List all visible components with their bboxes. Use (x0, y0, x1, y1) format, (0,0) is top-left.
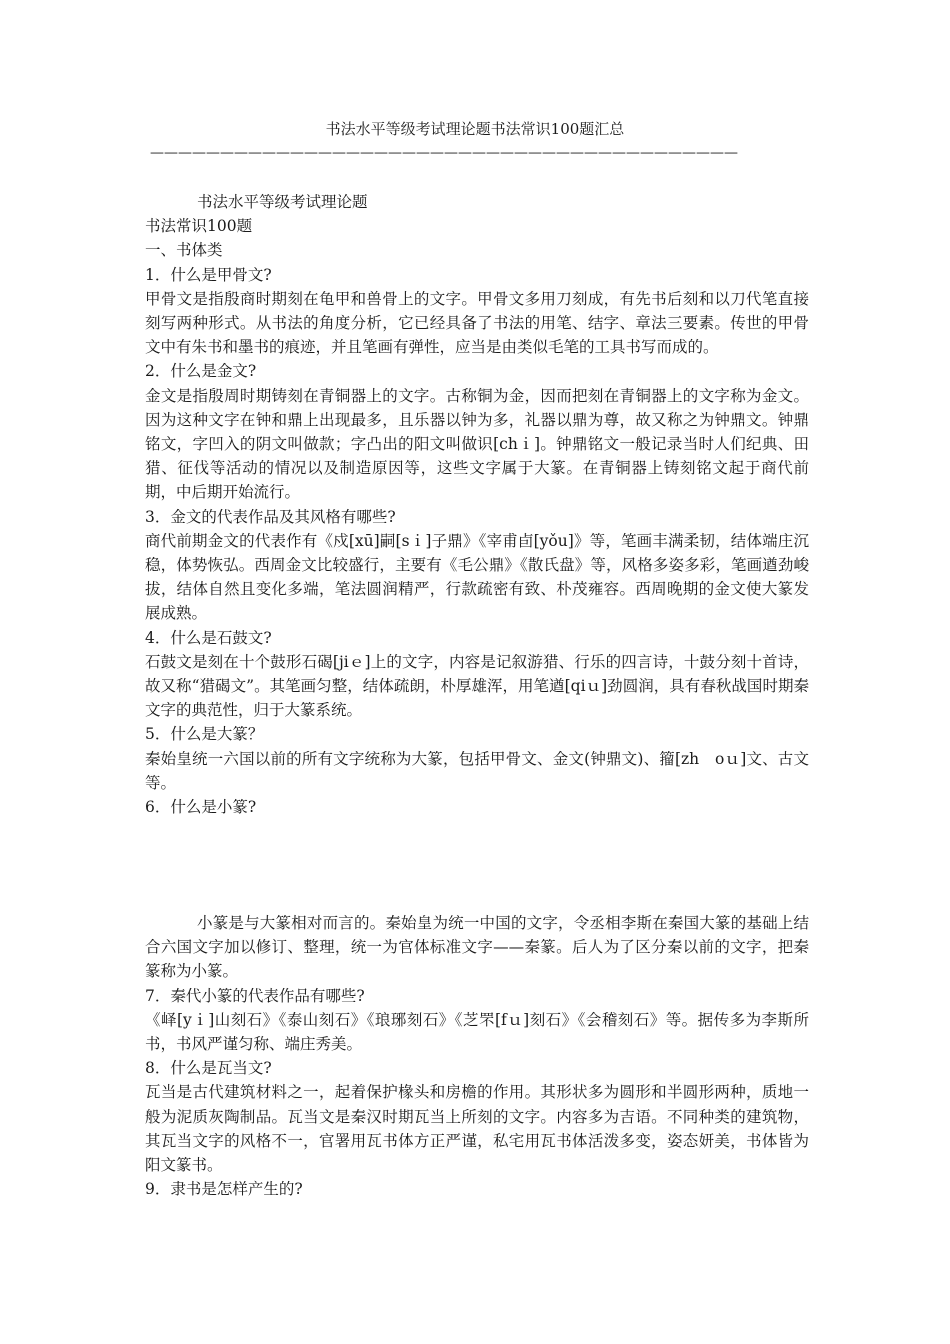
content-block-2 (145, 911, 809, 1201)
answer-6: 小篆是与大篆相对而言的。秦始皇为统一中国的文字，令丞相李斯在秦国大篆的基础上结合六国文字加以修订、整理，统一为官体标准文字——秦篆。后人为了区分秦以前的文字，把秦篆称为小篆。 (145, 914, 809, 981)
answer-3: 商代前期金文的代表作有《戍[xū]嗣[sｉ]子鼎》《宰甫卣[yǒu]》等，笔画丰满柔韧，结体端庄沉稳，体势恢弘。西周金文比较盛行，主要有《毛公鼎》《散氏盘》等，风格多姿多彩，笔画遒劲峻拔，结体自然且变化多端，笔法圆润精严，行款疏密有致、朴茂雍容。西周晚期的金文使大篆发展成熟。 (145, 531, 809, 623)
question-2: 2．什么是金文? (145, 362, 257, 381)
section-subtitle: 书法水平等级考试理论题 (197, 193, 368, 211)
question-6: 6．什么是小篆? (145, 798, 257, 817)
question-3: 3．金文的代表作品及其风格有哪些? (145, 507, 396, 526)
category-heading: 一、书体类 (145, 241, 223, 260)
document-title: 书法水平等级考试理论题书法常识100题汇总 (325, 120, 625, 138)
question-8: 8．什么是瓦当文? (145, 1059, 272, 1078)
question-9: 9．隶书是怎样产生的? (145, 1180, 303, 1199)
answer-4: 石鼓文是刻在十个鼓形石碣[jiｅ]上的文字，内容是记叙游猎、行乐的四言诗，十鼓分刻十首诗，故又称“猎碣文”。其笔画匀整，结体疏朗，朴厚雄浑，用笔遒[qiｕ]劲圆润，具有春秋战国时期秦文字的典范性，归于大篆系统。 (145, 652, 809, 720)
answer-2: 金文是指殷周时期铸刻在青铜器上的文字。古称铜为金，因而把刻在青铜器上的文字称为金文。因为这种文字在钟和鼎上出现最多，且乐器以钟为多，礼器以鼎为尊，故又称之为钟鼎文。钟鼎铭文，字凹入的阴文叫做款；字凸出的阳文叫做识[chｉ]。钟鼎铭文一般记录当时人们纪典、田猎、征伐等活动的情况以及制造原因等，这些文字属于大篆。在青铜器上铸刻铭文起于商代前期，中后期开始流行。 (145, 386, 809, 502)
content-block-1 (145, 190, 809, 819)
answer-7: 《峄[yｉ]山刻石》《泰山刻石》《琅琊刻石》《芝罘[fｕ]刻石》《会稽刻石》等。据传多为李斯所书，书风严谨匀称、端庄秀美。 (145, 1010, 809, 1054)
answer-8: 瓦当是古代建筑材料之一，起着保护椽头和房檐的作用。其形状多为圆形和半圆形两种，质地一般为泥质灰陶制品。瓦当文是秦汉时期瓦当上所刻的文字。内容多为吉语。不同种类的建筑物，其瓦当文字的风格不一，官署用瓦书体方正严谨，私宅用瓦书体活泼多变，姿态妍美，书体皆为阳文篆书。 (145, 1083, 809, 1175)
answer-1: 甲骨文是指殷商时期刻在龟甲和兽骨上的文字。甲骨文多用刀刻成，有先书后刻和以刀代笔直接刻写两种形式。从书法的角度分析，它已经具备了书法的用笔、结字、章法三要素。传世的甲骨文中有朱书和墨书的痕迹，并且笔画有弹性，应当是由类似毛笔的工具书写而成的。 (145, 289, 809, 357)
question-1: 1．什么是甲骨文? (145, 265, 272, 284)
question-7: 7．秦代小篆的代表作品有哪些? (145, 986, 365, 1005)
title-divider: —————————————————————————————————————————— (150, 145, 738, 161)
question-5: 5．什么是大篆？ (145, 725, 264, 744)
question-4: 4．什么是石鼓文? (145, 628, 272, 647)
section-heading: 书法常识100题 (145, 217, 253, 236)
answer-5: 秦始皇统一六国以前的所有文字统称为大篆，包括甲骨文、金文(钟鼎文)、籀[zh oｕ]文、古文等。 (145, 749, 809, 792)
